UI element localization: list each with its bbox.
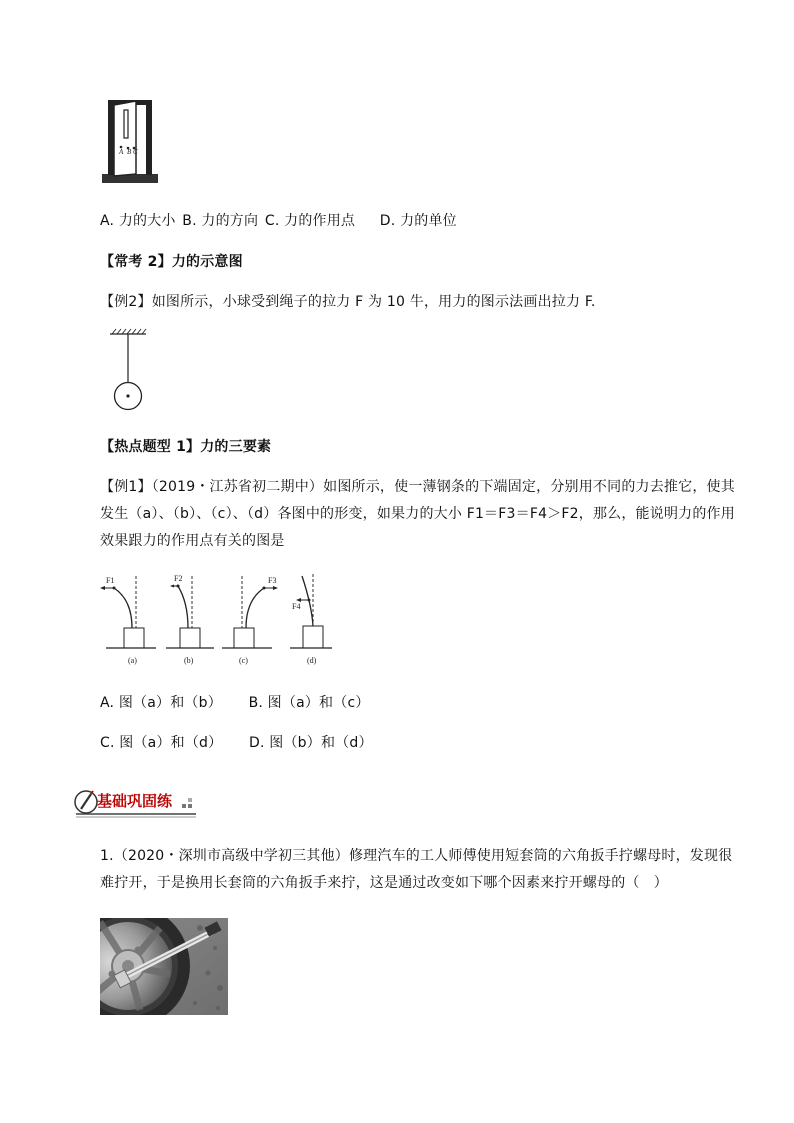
example-1-option-d: D. 图（b）和（d） bbox=[249, 735, 373, 751]
wrench-photo bbox=[100, 918, 228, 1015]
panel-label-b: (b) bbox=[184, 656, 194, 665]
example-1-options-row-2 bbox=[100, 734, 373, 752]
example-1-line-1: 【例1】（2019・江苏省初二期中）如图所示，使一薄钢条的下端固定，分别用不同的力去推它，使其 bbox=[100, 479, 735, 495]
example-1-line-3: 效果跟力的作用点有关的图是 bbox=[100, 533, 285, 549]
question-1-line-1: 1.（2020・深圳市高级中学初三其他）修理汽车的工人师傅使用短套筒的六角扳手拧螺母时，发现很 bbox=[100, 848, 733, 864]
force-label-f1: F1 bbox=[106, 576, 115, 585]
panel-label-a: (a) bbox=[128, 656, 137, 665]
door-label-c: C bbox=[133, 148, 138, 156]
force-label-f3: F3 bbox=[268, 576, 277, 585]
door-option-a: A. 力的大小 bbox=[100, 213, 176, 229]
question-1-line-2: 难拧开，于是换用长套筒的六角扳手来拧，这是通过改变如下哪个因素来拧开螺母的（ ） bbox=[100, 875, 668, 891]
door-options bbox=[100, 212, 457, 230]
panel-label-d: (d) bbox=[307, 656, 317, 665]
ball-string-figure bbox=[106, 328, 150, 414]
section-title-changkao2: 【常考 2】力的示意图 bbox=[100, 254, 243, 270]
panel-d bbox=[290, 574, 332, 665]
door-option-d: D. 力的单位 bbox=[379, 213, 457, 229]
panel-b bbox=[166, 574, 214, 665]
example-2-text: 【例2】如图所示，小球受到绳子的拉力 F 为 10 牛，用力的图示法画出拉力 F. bbox=[100, 294, 596, 310]
force-label-f2: F2 bbox=[174, 574, 183, 583]
door-option-b: B. 力的方向 bbox=[182, 213, 259, 229]
door-label-b: B bbox=[127, 148, 132, 156]
example-1-options-row-1 bbox=[100, 694, 370, 712]
example-1-option-c: C. 图（a）和（d） bbox=[100, 735, 223, 751]
panel-a bbox=[100, 576, 156, 665]
example-1-option-a: A. 图（a）和（b） bbox=[100, 695, 222, 711]
panel-c bbox=[222, 576, 278, 665]
practice-banner bbox=[72, 787, 202, 819]
door-label-a: A bbox=[119, 148, 124, 156]
door-figure bbox=[100, 96, 160, 186]
example-1-line-2: 发生（a）、（b）、（c）、（d）各图中的形变，如果力的大小 F1＝F3＝F4＞F2，那么，能说明力的作用 bbox=[100, 506, 735, 522]
section-title-redian1: 【热点题型 1】力的三要素 bbox=[100, 439, 272, 455]
steel-strip-figure bbox=[96, 570, 336, 670]
door-option-c: C. 力的作用点 bbox=[264, 213, 356, 229]
force-label-f4: F4 bbox=[292, 602, 301, 611]
example-1-option-b: B. 图（a）和（c） bbox=[248, 695, 370, 711]
practice-banner-label: 基础巩固练 bbox=[97, 792, 173, 810]
panel-label-c: (c) bbox=[239, 656, 248, 665]
